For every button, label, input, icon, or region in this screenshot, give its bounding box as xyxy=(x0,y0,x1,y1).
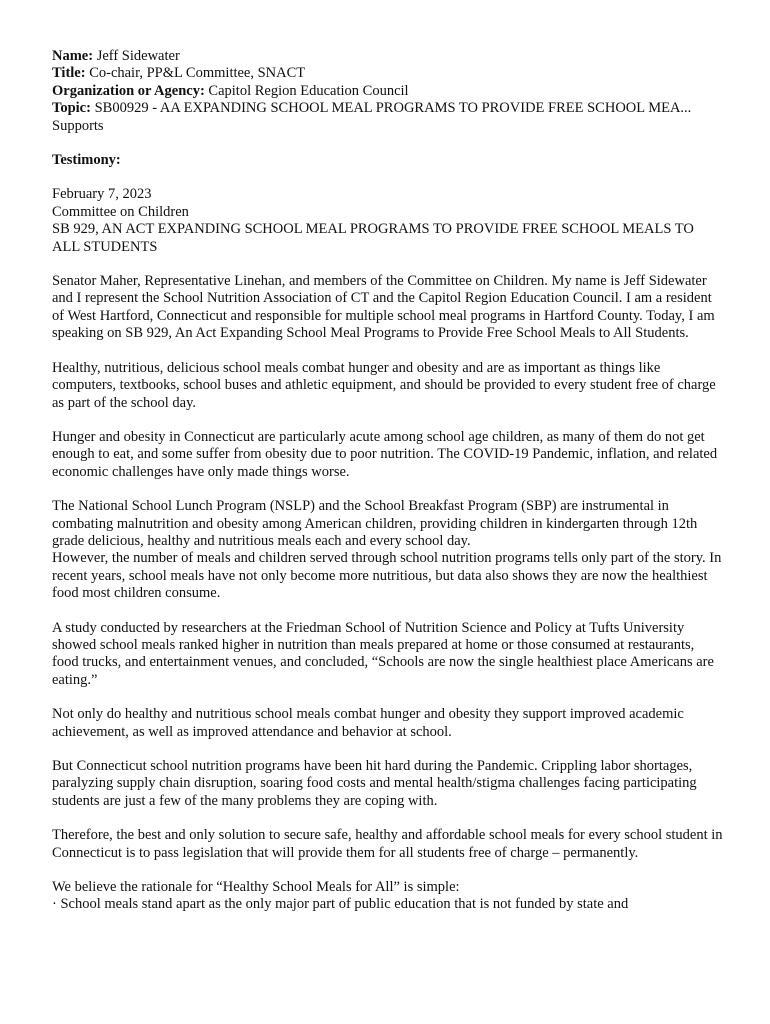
letter-header xyxy=(52,186,724,256)
paragraph-hunger: Hunger and obesity in Connecticut are particularly acute among school age children, as many of them do not get enough to eat, and some suffer from obesity due to poor nutrition. The COVID-19 Pandemic, inflation, and related economic challenges have only made things worse. xyxy=(52,428,718,480)
name-value: Jeff Sidewater xyxy=(96,48,180,64)
paragraph-tufts-study: A study conducted by researchers at the Friedman School of Nutrition Science and Policy at Tufts University showed school meals ranked higher in nutrition than meals prepared at home or those consumed at restaurants, food trucks, and entertainment venues, and concluded, “Schools are now the single healthiest place Americans are eating.” xyxy=(52,619,714,688)
topic-value: SB00929 - AA EXPANDING SCHOOL MEAL PROGRAMS TO PROVIDE FREE SCHOOL MEA... xyxy=(94,100,692,117)
header-block xyxy=(52,48,724,135)
name-line xyxy=(52,48,724,65)
paragraph-academic: Not only do healthy and nutritious school meals combat hunger and obesity they support improved academic achievement, as well as improved attendance and behavior at school. xyxy=(52,706,684,740)
paragraph-intro: Senator Maher, Representative Linehan, and members of the Committee on Children. My name is Jeff Sidewater and I represent the School Nutrition Association of CT and the Capitol Region Education Council. I am a resident of West Hartford, Connecticut and responsible for multiple school meal programs in Hartford County. Today, I am speaking on SB 929, An Act Expanding School Meal Programs to Provide Free School Meals to All Students. xyxy=(52,273,715,342)
title-line xyxy=(52,65,724,82)
letter-bill-title: SB 929, AN ACT EXPANDING SCHOOL MEAL PROGRAMS TO PROVIDE FREE SCHOOL MEALS TO ALL STUDENTS xyxy=(52,221,694,255)
topic-label: Topic: xyxy=(52,100,91,117)
letter-date: February 7, 2023 xyxy=(52,186,152,203)
paragraph-rationale: We believe the rationale for “Healthy School Meals for All” is simple: xyxy=(52,879,460,896)
topic-line xyxy=(52,100,724,117)
bullet-item: · School meals stand apart as the only major part of public education that is not funded by state and xyxy=(52,896,629,913)
testimony-document xyxy=(52,48,724,914)
testimony-heading: Testimony: xyxy=(52,152,121,169)
org-label: Organization or Agency: xyxy=(52,82,205,99)
name-label: Name: xyxy=(52,48,94,64)
paragraph-nslp: The National School Lunch Program (NSLP) and the School Breakfast Program (SBP) are instrumental in combating malnutrition and obesity among American children, providing children in kindergarten through 12th grade delicious, healthy and nutritious meals each and every school day. xyxy=(52,498,698,549)
paragraph-pandemic: But Connecticut school nutrition programs have been hit hard during the Pandemic. Crippling labor shortages, paralyzing supply chain disruption, soaring food costs and mental health/stigma challenges facing participating students are just a few of the many problems they are coping with. xyxy=(52,758,697,809)
title-value: Co-chair, PP&L Committee, SNACT xyxy=(89,65,306,82)
letter-committee: Committee on Children xyxy=(52,203,189,220)
paragraph-however: However, the number of meals and children served through school nutrition programs tells only part of the story. In recent years, school meals have not only become more nutritious, but data also shows they are now the healthiest food most children consume. xyxy=(52,550,722,602)
title-label: Title: xyxy=(52,65,86,82)
org-line xyxy=(52,83,724,100)
paragraph-healthy-meals: Healthy, nutritious, delicious school meals combat hunger and obesity and are as important as things like computers, textbooks, school buses and athletic equipment, and should be provided to every student free of charge as part of the school day. xyxy=(52,359,716,411)
org-value: Capitol Region Education Council xyxy=(208,82,409,99)
paragraph-solution: Therefore, the best and only solution to secure safe, healthy and affordable school meals for every school student in Connecticut is to pass legislation that will provide them for all students free of charge – permanently. xyxy=(52,827,723,861)
position-line: Supports xyxy=(52,117,104,134)
